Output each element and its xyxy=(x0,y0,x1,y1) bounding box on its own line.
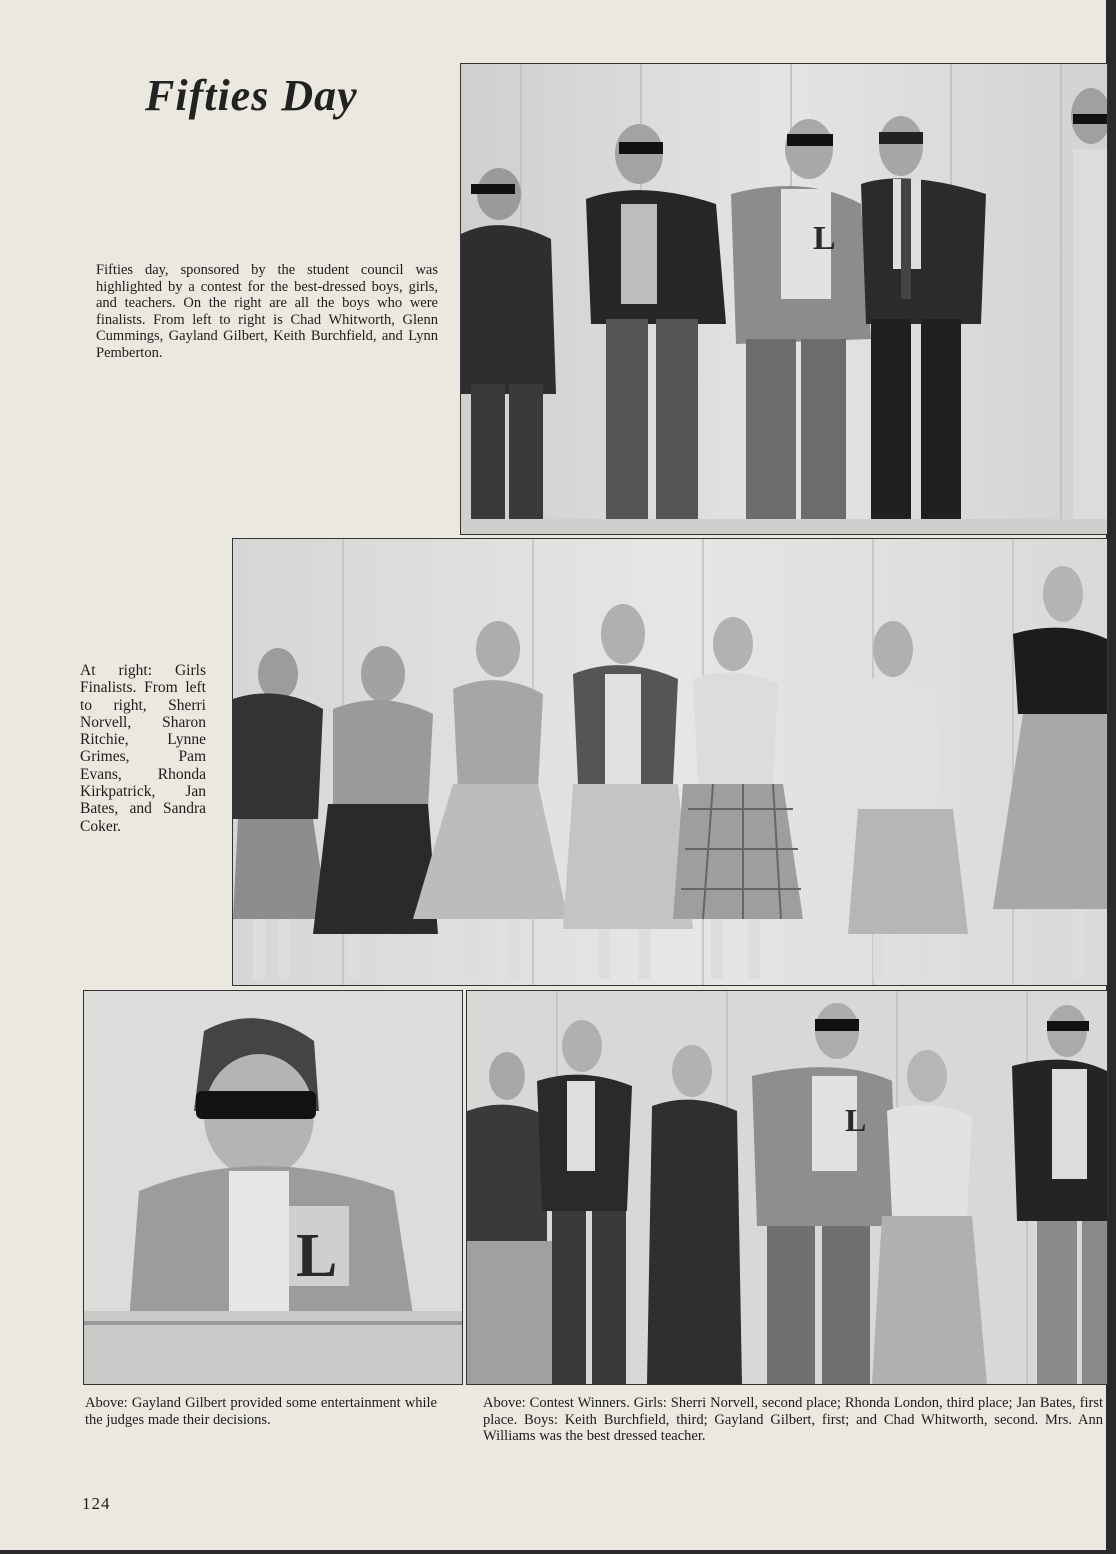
scan-edge-bottom xyxy=(0,1550,1116,1554)
caption-gayland-gilbert: Above: Gayland Gilbert provided some entertainment while the judges made their decisions. xyxy=(85,1395,437,1428)
page-number: 124 xyxy=(82,1494,111,1513)
photo-gayland-gilbert xyxy=(83,990,463,1385)
svg-text:L: L xyxy=(296,1222,338,1290)
photo-boys-finalists xyxy=(460,63,1108,535)
caption-boys-finalists: Fifties day, sponsored by the student council was highlighted by a contest for the best-dressed boys, girls, and teachers. On the right are all the boys who were finalists. From left to right is Chad Whitworth, Glenn Cummings, Gayland Gilbert, Keith Burchfield, and Lynn Pemberton. xyxy=(96,262,438,361)
page-title: Fifties Day xyxy=(145,71,358,120)
caption-girls-finalists: At right: Girls Finalists. From left to right, Sherri Norvell, Sharon Ritchie, Lynne Grimes, Pam Evans, Rhonda Kirkpatrick, Jan Bates, and Sandra Coker. xyxy=(80,662,206,835)
svg-text:L: L xyxy=(813,220,836,257)
caption-contest-winners: Above: Contest Winners. Girls: Sherri Norvell, second place; Rhonda London, third place; Jan Bates, first place. Boys: Keith Burchfield, third; Gayland Gilbert, first; and Chad Whitworth, second. Mrs. Ann Williams was the best dressed teacher. xyxy=(483,1395,1103,1444)
svg-text:L: L xyxy=(845,1102,867,1138)
photo-girls-finalists xyxy=(232,538,1108,986)
photo-contest-winners xyxy=(466,990,1108,1385)
